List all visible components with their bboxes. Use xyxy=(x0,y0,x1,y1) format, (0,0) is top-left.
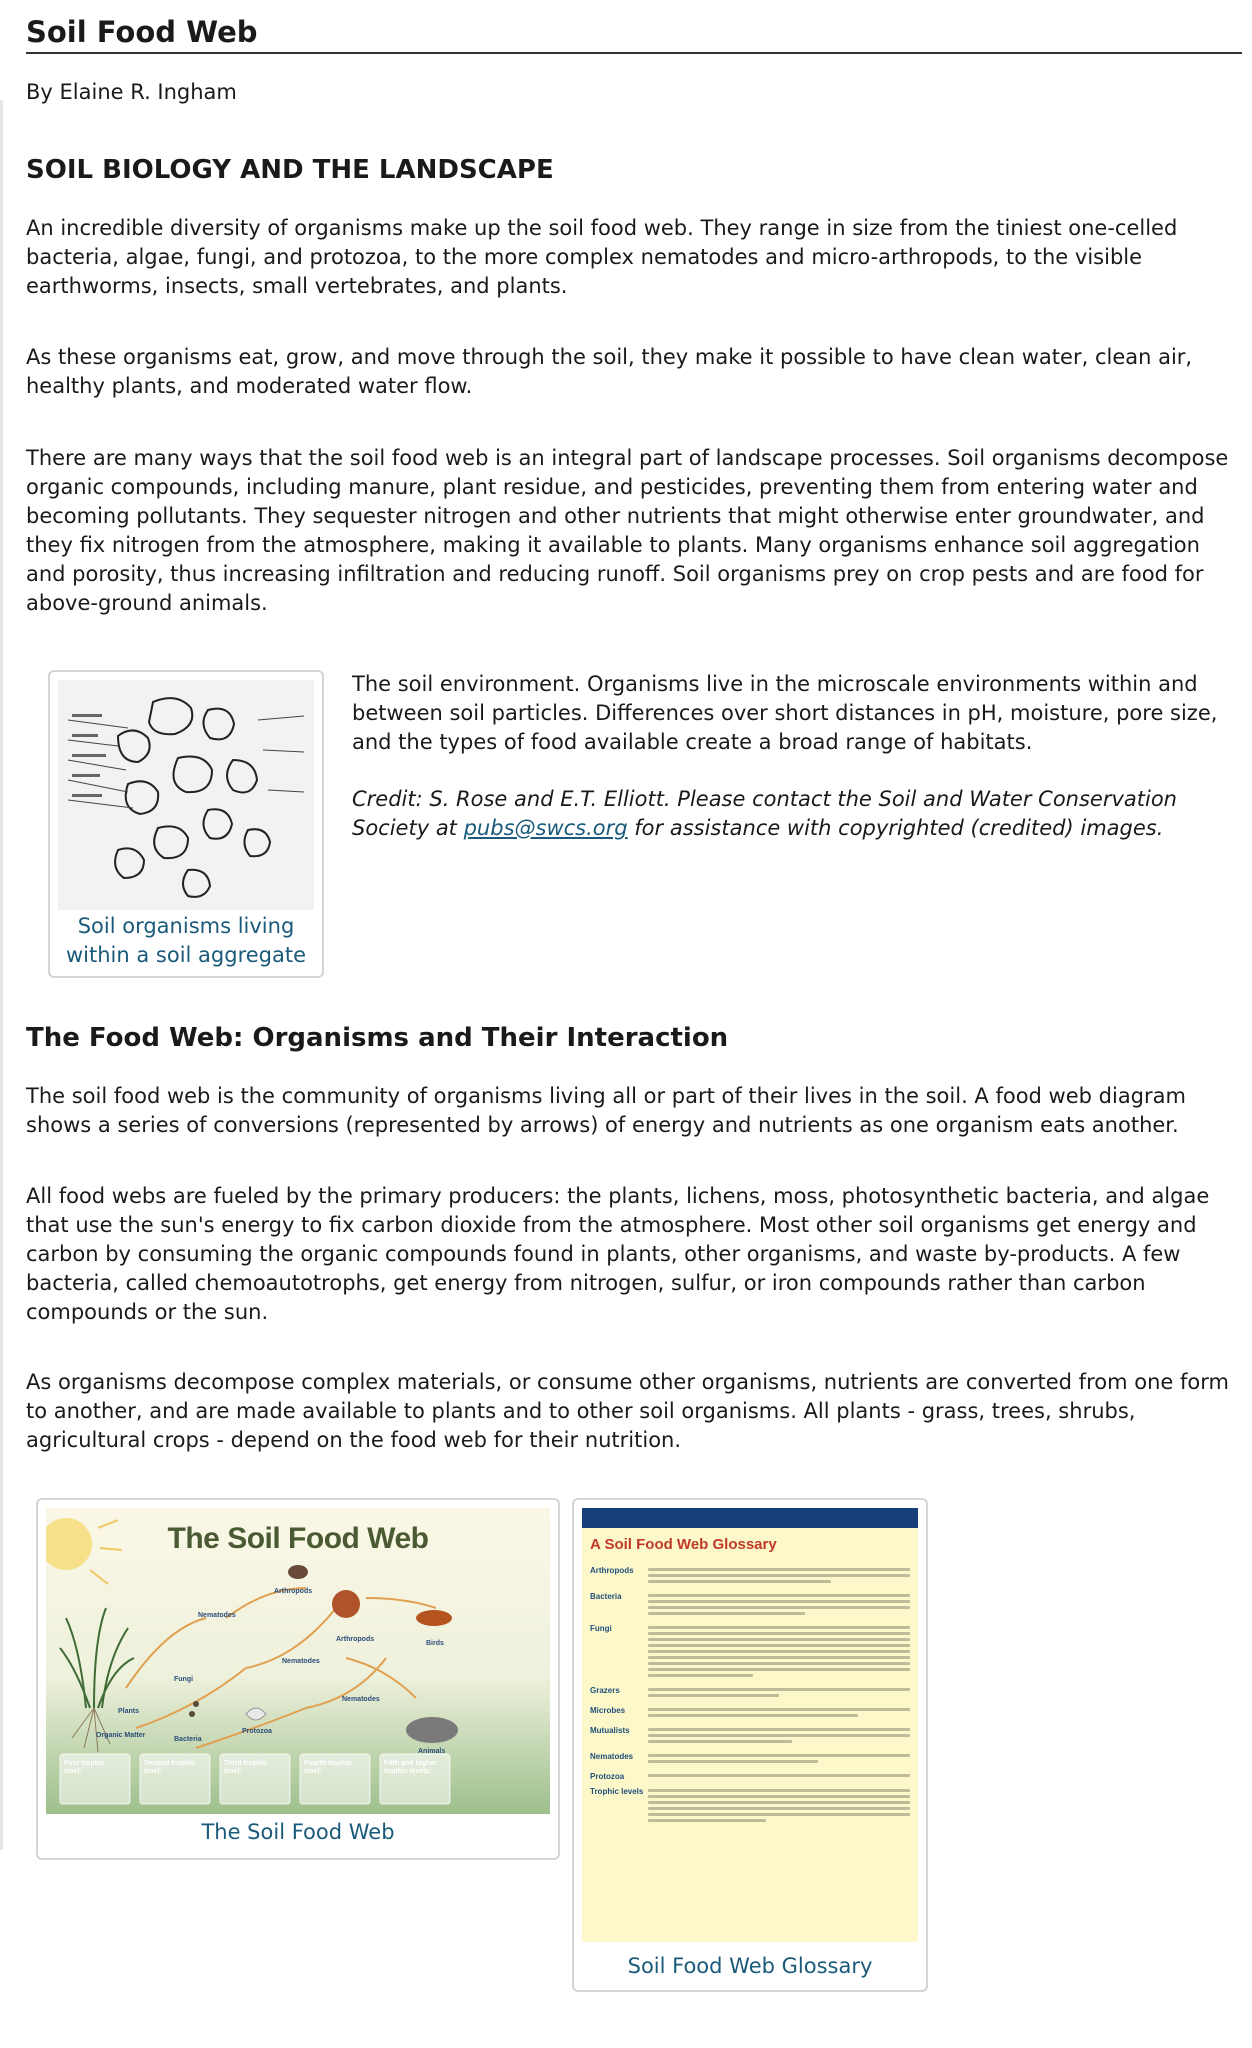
glossary-row xyxy=(590,1772,910,1781)
food-web-label: Nematodes xyxy=(342,1696,380,1703)
food-web-label: Plants xyxy=(118,1708,140,1715)
email-link[interactable]: pubs@swcs.org xyxy=(463,816,628,840)
food-web-label: Nematodes xyxy=(198,1612,236,1619)
food-web-label: Arthropods xyxy=(274,1588,313,1595)
food-web-label: Birds xyxy=(426,1640,444,1647)
glossary-image-title: A Soil Food Web Glossary xyxy=(590,1536,777,1553)
food-web-label: Arthropods xyxy=(336,1636,375,1643)
figure-soil-food-web[interactable] xyxy=(36,1498,560,1860)
soil-food-web-image[interactable] xyxy=(46,1508,550,1814)
figure-caption[interactable]: Soil Food Web Glossary xyxy=(627,1954,873,1978)
figure-caption[interactable]: Soil organisms living within a soil aggregate xyxy=(65,914,307,967)
glossary-rows xyxy=(590,1566,910,1831)
glossary-row xyxy=(590,1624,910,1680)
glossary-image[interactable] xyxy=(582,1508,918,1942)
food-web-image-title: The Soil Food Web xyxy=(167,1522,429,1555)
credit-suffix: for assistance with copyrighted (credited) images. xyxy=(627,816,1164,840)
figure-description-text: The soil environment. Organisms live in the microscale environments within and between soil particles. Differences over short distances in pH, moisture, pore size, and the types of food available create a broad range of habitats. xyxy=(352,672,1218,754)
glossary-row xyxy=(590,1706,910,1720)
trophic-level-label: Fourth trophic level: xyxy=(304,1760,352,1775)
paragraph: As these organisms eat, grow, and move through the soil, they make it possible to have clean water, clean air, healthy plants, and moderated water flow. xyxy=(26,345,1193,398)
trophic-level-label: First trophic level: xyxy=(64,1760,105,1775)
glossary-row xyxy=(590,1787,910,1825)
paragraph: The soil food web is the community of organisms living all or part of their lives in the soil. A food web diagram shows a series of conversions (represented by arrows) of energy and nutrients as one organism eats another. xyxy=(26,1084,1186,1137)
paragraph: There are many ways that the soil food web is an integral part of landscape processes. Soil organisms decompose organic compounds, including manure, plant residue, and pesticides, preventing them from entering water and becoming pollutants. They sequester nitrogen and other nutrients that might otherwise enter groundwater, and they fix nitrogen from the atmosphere, making it available to plants. Many organisms enhance soil aggregation and porosity, thus increasing infiltration and reducing runoff. Soil organisms prey on crop pests and are food for above-ground animals. xyxy=(26,446,1229,615)
trophic-level-label: Third trophic level: xyxy=(224,1760,268,1775)
article xyxy=(26,14,1242,1978)
soil-aggregate-image[interactable] xyxy=(58,680,314,910)
food-web-label: Organic Matter xyxy=(96,1732,146,1739)
trophic-level-label: Fifth and higher trophic levels: xyxy=(384,1760,437,1775)
food-web-label: Nematodes xyxy=(282,1658,320,1665)
glossary-row xyxy=(590,1686,910,1700)
glossary-term: Mutualists xyxy=(590,1726,630,1735)
glossary-row xyxy=(590,1726,910,1746)
trophic-level-label: Second trophic level: xyxy=(144,1760,195,1775)
glossary-row xyxy=(590,1752,910,1766)
glossary-term: Fungi xyxy=(590,1624,612,1633)
paragraph: An incredible diversity of organisms make up the soil food web. They range in size from the tiniest one-celled bacteria, algae, fungi, and protozoa, to the more complex nematodes and micro-arthropods, to the visible earthworms, insects, small vertebrates, and plants. xyxy=(26,216,1178,298)
page-title: Soil Food Web xyxy=(26,14,1242,54)
glossary-term: Arthropods xyxy=(590,1566,634,1575)
figure-caption[interactable]: The Soil Food Web xyxy=(201,1820,395,1844)
glossary-term: Grazers xyxy=(590,1686,620,1695)
glossary-term: Protozoa xyxy=(590,1772,625,1781)
section-heading-biology: SOIL BIOLOGY AND THE LANDSCAPE xyxy=(26,155,554,185)
paragraph: All food webs are fueled by the primary producers: the plants, lichens, moss, photosynthetic bacteria, and algae that use the sun's energy to fix carbon dioxide from the atmosphere. Most other soil organisms get energy and carbon by consuming the organic compounds found in plants, other organisms, and waste by-products. A few bacteria, called chemoautotrophs, get energy from nitrogen, sulfur, or iron compounds rather than carbon compounds or the sun. xyxy=(26,1184,1210,1324)
glossary-term: Microbes xyxy=(590,1706,626,1715)
figure-description xyxy=(352,670,1232,843)
byline: By Elaine R. Ingham xyxy=(26,80,237,104)
glossary-header-bar xyxy=(582,1508,918,1528)
glossary-term: Bacteria xyxy=(590,1592,622,1601)
glossary-row xyxy=(590,1566,910,1586)
food-web-label: Bacteria xyxy=(174,1736,202,1743)
section-heading-food-web: The Food Web: Organisms and Their Interaction xyxy=(26,1023,729,1053)
glossary-term: Nematodes xyxy=(590,1752,634,1761)
figure-glossary[interactable] xyxy=(572,1498,928,1992)
credit-prefix: Credit: S. Rose and E.T. Elliott. Please contact the Soil and Water Conservation Society at xyxy=(352,787,1177,840)
food-web-label: Protozoa xyxy=(242,1728,272,1735)
paragraph: As organisms decompose complex materials, or consume other organisms, nutrients are converted from one form to another, and are made available to plants and to other soil organisms. All plants - grass, trees, shrubs, agricultural crops - depend on the food web for their nutrition. xyxy=(26,1370,1229,1452)
left-rule xyxy=(0,100,3,1850)
figure-credit xyxy=(352,785,1232,843)
glossary-row xyxy=(590,1592,910,1618)
food-web-label: Animals xyxy=(418,1748,446,1755)
food-web-label: Fungi xyxy=(174,1676,194,1683)
glossary-term: Trophic levels xyxy=(590,1787,644,1796)
figure-soil-aggregate[interactable] xyxy=(48,670,324,978)
